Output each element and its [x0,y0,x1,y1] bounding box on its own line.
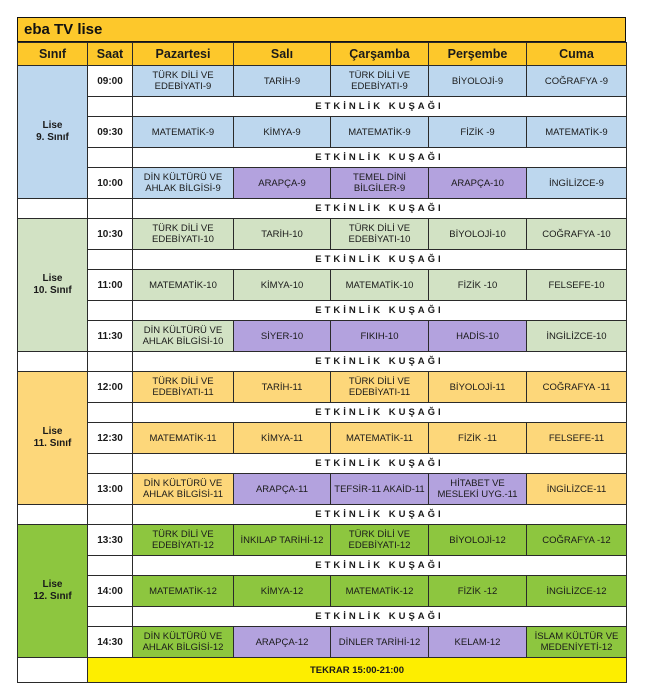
activity-band-row [18,556,627,576]
lesson-cell: BİYOLOJİ-12 [429,525,527,556]
time-cell: 11:00 [88,270,133,301]
lesson-cell: DİN KÜLTÜRÜ VE AHLAK BİLGİSİ-9 [133,168,234,199]
activity-band-label: ETKİNLİK KUŞAĞI [133,505,627,525]
lesson-cell: HİTABET VE MESLEKİ UYG.-11 [429,474,527,505]
lesson-cell: COĞRAFYA -12 [527,525,627,556]
band-spacer [88,454,133,474]
lesson-cell: ARAPÇA-11 [234,474,331,505]
lesson-cell: BİYOLOJİ-11 [429,372,527,403]
lesson-cell: KİMYA-12 [234,576,331,607]
activity-band-label: ETKİNLİK KUŞAĞI [133,403,627,423]
band-spacer [88,250,133,270]
activity-band-label: ETKİNLİK KUŞAĞI [133,199,627,219]
lesson-cell: KELAM-12 [429,627,527,658]
lesson-cell: FİZİK -9 [429,117,527,148]
band-spacer [88,403,133,423]
schedule-row [18,66,627,97]
schedule-table [17,42,627,683]
lesson-cell: TÜRK DİLİ VE EDEBİYATI-10 [133,219,234,250]
schedule-row [18,372,627,403]
time-cell: 09:30 [88,117,133,148]
band-spacer [88,199,133,219]
activity-band-row [18,607,627,627]
lesson-cell: TÜRK DİLİ VE EDEBİYATI-12 [331,525,429,556]
band-spacer [88,556,133,576]
lesson-cell: ARAPÇA-9 [234,168,331,199]
schedule-row [18,423,627,454]
lesson-cell: FIKIH-10 [331,321,429,352]
lesson-cell: İNGİLİZCE-12 [527,576,627,607]
header-cuma: Cuma [527,43,627,66]
time-cell: 12:00 [88,372,133,403]
grade-spacer [18,352,88,372]
grade-spacer [18,199,88,219]
lesson-cell: FELSEFE-10 [527,270,627,301]
lesson-cell: BİYOLOJİ-10 [429,219,527,250]
lesson-cell: DİNLER TARİHİ-12 [331,627,429,658]
lesson-cell: KİMYA-11 [234,423,331,454]
lesson-cell: TÜRK DİLİ VE EDEBİYATI-11 [331,372,429,403]
activity-band-row [18,454,627,474]
time-cell: 10:30 [88,219,133,250]
lesson-cell: TARİH-10 [234,219,331,250]
schedule-row [18,525,627,556]
lesson-cell: ARAPÇA-12 [234,627,331,658]
time-cell: 13:00 [88,474,133,505]
footer-row [18,658,627,683]
activity-band-label: ETKİNLİK KUŞAĞI [133,250,627,270]
lesson-cell: İNKILAP TARİHİ-12 [234,525,331,556]
lesson-cell: FİZİK -12 [429,576,527,607]
schedule-title: eba TV lise [17,17,626,42]
activity-band-row [18,250,627,270]
time-cell: 12:30 [88,423,133,454]
lesson-cell: MATEMATİK-9 [133,117,234,148]
activity-band-label: ETKİNLİK KUŞAĞI [133,148,627,168]
lesson-cell: TEFSİR-11 AKAİD-11 [331,474,429,505]
schedule-row [18,219,627,250]
lesson-cell: İSLAM KÜLTÜR VE MEDENİYETİ-12 [527,627,627,658]
lesson-cell: MATEMATİK-11 [133,423,234,454]
lesson-cell: TÜRK DİLİ VE EDEBİYATI-11 [133,372,234,403]
grade-spacer [18,505,88,525]
schedule-row [18,270,627,301]
lesson-cell: MATEMATİK-12 [331,576,429,607]
footer-spacer [18,658,88,683]
schedule-row [18,576,627,607]
schedule-sheet [17,17,626,683]
band-spacer [88,301,133,321]
time-cell: 10:00 [88,168,133,199]
grade-label: Lise 11. Sınıf [18,372,88,505]
schedule-row [18,321,627,352]
band-spacer [88,352,133,372]
header-pazartesi: Pazartesi [133,43,234,66]
activity-band-label: ETKİNLİK KUŞAĞI [133,301,627,321]
lesson-cell: TÜRK DİLİ VE EDEBİYATI-9 [331,66,429,97]
schedule-row [18,168,627,199]
activity-band-row [18,301,627,321]
lesson-cell: FİZİK -11 [429,423,527,454]
band-spacer [88,97,133,117]
activity-band-row [18,505,627,525]
lesson-cell: COĞRAFYA -11 [527,372,627,403]
activity-band-row [18,352,627,372]
grade-label: Lise 9. Sınıf [18,66,88,199]
lesson-cell: İNGİLİZCE-11 [527,474,627,505]
header-sinif: Sınıf [18,43,88,66]
header-saat: Saat [88,43,133,66]
lesson-cell: TÜRK DİLİ VE EDEBİYATI-9 [133,66,234,97]
header-sali: Salı [234,43,331,66]
schedule-row [18,627,627,658]
grade-label: Lise 10. Sınıf [18,219,88,352]
lesson-cell: COĞRAFYA -9 [527,66,627,97]
activity-band-label: ETKİNLİK KUŞAĞI [133,97,627,117]
band-spacer [88,607,133,627]
lesson-cell: İNGİLİZCE-9 [527,168,627,199]
header-row [18,43,627,66]
activity-band-label: ETKİNLİK KUŞAĞI [133,454,627,474]
repeat-footer: TEKRAR 15:00-21:00 [88,658,627,683]
lesson-cell: İNGİLİZCE-10 [527,321,627,352]
activity-band-row [18,403,627,423]
time-cell: 09:00 [88,66,133,97]
lesson-cell: MATEMATİK-10 [331,270,429,301]
lesson-cell: MATEMATİK-10 [133,270,234,301]
activity-band-label: ETKİNLİK KUŞAĞI [133,607,627,627]
lesson-cell: FELSEFE-11 [527,423,627,454]
header-persembe: Perşembe [429,43,527,66]
lesson-cell: BİYOLOJİ-9 [429,66,527,97]
lesson-cell: COĞRAFYA -10 [527,219,627,250]
lesson-cell: ARAPÇA-10 [429,168,527,199]
time-cell: 11:30 [88,321,133,352]
activity-band-label: ETKİNLİK KUŞAĞI [133,556,627,576]
activity-band-row [18,199,627,219]
lesson-cell: FİZİK -10 [429,270,527,301]
lesson-cell: DİN KÜLTÜRÜ VE AHLAK BİLGİSİ-12 [133,627,234,658]
activity-band-row [18,148,627,168]
lesson-cell: MATEMATİK-9 [527,117,627,148]
activity-band-row [18,97,627,117]
lesson-cell: TEMEL DİNİ BİLGİLER-9 [331,168,429,199]
band-spacer [88,505,133,525]
lesson-cell: MATEMATİK-9 [331,117,429,148]
lesson-cell: TÜRK DİLİ VE EDEBİYATI-10 [331,219,429,250]
schedule-row [18,474,627,505]
lesson-cell: TARİH-9 [234,66,331,97]
activity-band-label: ETKİNLİK KUŞAĞI [133,352,627,372]
schedule-body [18,66,627,683]
time-cell: 14:00 [88,576,133,607]
lesson-cell: KİMYA-9 [234,117,331,148]
lesson-cell: MATEMATİK-11 [331,423,429,454]
lesson-cell: SİYER-10 [234,321,331,352]
grade-label: Lise 12. Sınıf [18,525,88,658]
lesson-cell: TÜRK DİLİ VE EDEBİYATI-12 [133,525,234,556]
lesson-cell: KİMYA-10 [234,270,331,301]
time-cell: 14:30 [88,627,133,658]
lesson-cell: TARİH-11 [234,372,331,403]
band-spacer [88,148,133,168]
lesson-cell: DİN KÜLTÜRÜ VE AHLAK BİLGİSİ-10 [133,321,234,352]
lesson-cell: DİN KÜLTÜRÜ VE AHLAK BİLGİSİ-11 [133,474,234,505]
time-cell: 13:30 [88,525,133,556]
header-carsamba: Çarşamba [331,43,429,66]
lesson-cell: HADİS-10 [429,321,527,352]
lesson-cell: MATEMATİK-12 [133,576,234,607]
schedule-row [18,117,627,148]
